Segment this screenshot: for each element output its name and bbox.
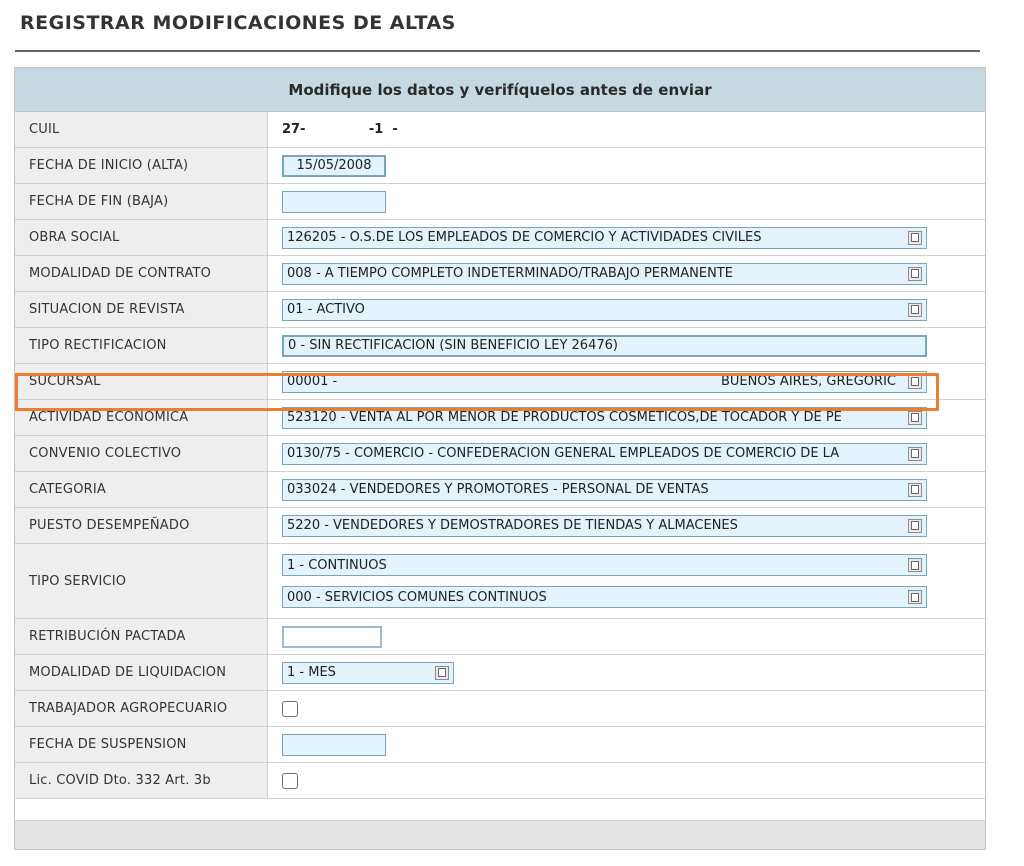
- row-modalidad-contrato: [15, 256, 985, 292]
- actividad-economica-label: ACTIVIDAD ECONOMICA: [15, 400, 268, 435]
- convenio-colectivo-label: CONVENIO COLECTIVO: [15, 436, 268, 471]
- actividad-economica-select[interactable]: [282, 407, 927, 429]
- servicio-comun-value: 000 - SERVICIOS COMUNES CONTINUOS: [287, 589, 547, 605]
- fecha-fin-input[interactable]: [282, 191, 386, 213]
- dropdown-list-icon[interactable]: [908, 303, 922, 317]
- row-tipo-servicio: [15, 544, 985, 619]
- dropdown-list-icon[interactable]: [908, 267, 922, 281]
- sucursal-name: BUENOS AIRES, GREGORIC: [720, 374, 896, 389]
- modalidad-liquidacion-value: 1 - MES: [287, 665, 336, 680]
- obra-social-label: OBRA SOCIAL: [15, 220, 268, 255]
- tipo-rectificacion-value: 0 - SIN RECTIFICACIÓN (SIN BENEFICIO LEY 26476): [288, 338, 618, 353]
- trabajador-agro-checkbox[interactable]: [282, 701, 298, 717]
- row-lic-covid: [15, 763, 985, 799]
- sucursal-select[interactable]: [282, 371, 927, 393]
- cuil-label: CUIL: [15, 112, 268, 147]
- retribucion-input[interactable]: [282, 626, 382, 648]
- fecha-inicio-input[interactable]: 15/05/2008: [282, 155, 386, 177]
- fecha-inicio-label: FECHA DE INICIO (ALTA): [15, 148, 268, 183]
- convenio-colectivo-value: 0130/75 - COMERCIO - CONFEDERACION GENERAL EMPLEADOS DE COMERCIO DE LA: [287, 446, 840, 461]
- row-convenio-colectivo: [15, 436, 985, 472]
- row-trabajador-agro: [15, 691, 985, 727]
- dropdown-list-icon[interactable]: [908, 558, 922, 572]
- tipo-rectificacion-input[interactable]: [282, 335, 927, 357]
- puesto-label: PUESTO DESEMPEÑADO: [15, 508, 268, 543]
- row-modalidad-liquidacion: [15, 655, 985, 691]
- form-panel: [14, 67, 986, 850]
- modalidad-contrato-label: MODALIDAD DE CONTRATO: [15, 256, 268, 291]
- row-cuil: [15, 112, 985, 148]
- obra-social-value: 126205 - O.S.DE LOS EMPLEADOS DE COMERCIO Y ACTIVIDADES CIVILES: [287, 230, 762, 245]
- row-categoria: [15, 472, 985, 508]
- row-obra-social: [15, 220, 985, 256]
- tipo-servicio-value: 1 - CONTINUOS: [287, 557, 387, 573]
- dropdown-list-icon[interactable]: [908, 519, 922, 533]
- row-tipo-rectificacion: [15, 328, 985, 364]
- modalidad-liquidacion-label: MODALIDAD DE LIQUIDACION: [15, 655, 268, 690]
- situacion-revista-label: SITUACION DE REVISTA: [15, 292, 268, 327]
- cuil-value: 27- -1 -: [282, 122, 398, 137]
- tipo-rectificacion-label: TIPO RECTIFICACION: [15, 328, 268, 363]
- categoria-label: CATEGORIA: [15, 472, 268, 507]
- sucursal-code: 00001 -: [287, 374, 338, 389]
- actividad-economica-value: 523120 - VENTA AL POR MENOR DE PRODUCTOS COSMETICOS,DE TOCADOR Y DE PE: [287, 410, 842, 425]
- obra-social-select[interactable]: [282, 227, 927, 249]
- form-header: Modifique los datos y verifíquelos antes de enviar: [15, 68, 985, 112]
- dropdown-list-icon[interactable]: [908, 590, 922, 604]
- fecha-suspension-input[interactable]: [282, 734, 386, 756]
- row-fecha-fin: [15, 184, 985, 220]
- categoria-select[interactable]: [282, 479, 927, 501]
- puesto-select[interactable]: [282, 515, 927, 537]
- puesto-value: 5220 - VENDEDORES Y DEMOSTRADORES DE TIENDAS Y ALMACENES: [287, 518, 738, 533]
- row-sucursal: [15, 364, 985, 400]
- row-situacion-revista: [15, 292, 985, 328]
- tipo-servicio-label: TIPO SERVICIO: [15, 544, 268, 618]
- dropdown-list-icon[interactable]: [435, 666, 449, 680]
- row-puesto: [15, 508, 985, 544]
- dropdown-list-icon[interactable]: [908, 447, 922, 461]
- dropdown-list-icon[interactable]: [908, 231, 922, 245]
- form-footer: [15, 820, 985, 849]
- row-retribucion: [15, 619, 985, 655]
- convenio-colectivo-select[interactable]: [282, 443, 927, 465]
- fecha-suspension-label: FECHA DE SUSPENSION: [15, 727, 268, 762]
- situacion-revista-select[interactable]: [282, 299, 927, 321]
- modalidad-contrato-select[interactable]: [282, 263, 927, 285]
- retribucion-label: RETRIBUCIÓN PACTADA: [15, 619, 268, 654]
- servicio-comun-select[interactable]: [282, 586, 927, 608]
- lic-covid-checkbox[interactable]: [282, 773, 298, 789]
- categoria-value: 033024 - VENDEDORES Y PROMOTORES - PERSONAL DE VENTAS: [287, 482, 709, 497]
- fecha-fin-label: FECHA DE FIN (BAJA): [15, 184, 268, 219]
- row-actividad-economica: [15, 400, 985, 436]
- modalidad-contrato-value: 008 - A TIEMPO COMPLETO INDETERMINADO/TRABAJO PERMANENTE: [287, 266, 733, 281]
- situacion-revista-value: 01 - ACTIVO: [287, 302, 365, 317]
- lic-covid-label: Lic. COVID Dto. 332 Art. 3b: [15, 763, 268, 798]
- modalidad-liquidacion-select[interactable]: [282, 662, 454, 684]
- page-title: REGISTRAR MODIFICACIONES DE ALTAS: [20, 12, 456, 34]
- tipo-servicio-select[interactable]: [282, 554, 927, 576]
- title-divider: [15, 50, 980, 52]
- row-fecha-inicio: [15, 148, 985, 184]
- row-fecha-suspension: [15, 727, 985, 763]
- trabajador-agro-label: TRABAJADOR AGROPECUARIO: [15, 691, 268, 726]
- dropdown-list-icon[interactable]: [908, 411, 922, 425]
- dropdown-list-icon[interactable]: [908, 375, 922, 389]
- dropdown-list-icon[interactable]: [908, 483, 922, 497]
- sucursal-label: SUCURSAL: [15, 364, 268, 399]
